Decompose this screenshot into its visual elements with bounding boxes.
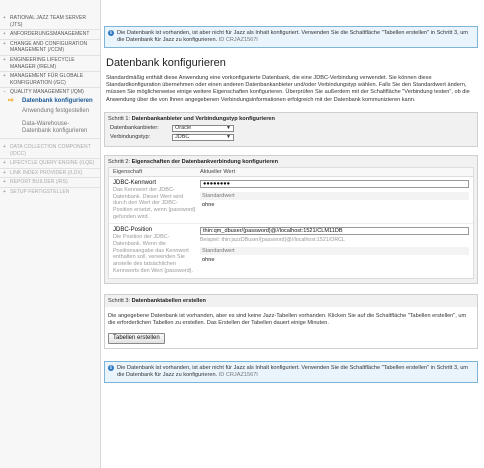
nav-sub-dw-database[interactable]: [0, 121, 100, 139]
nav-item-label: QUALITY MANAGEMENT (/QM): [10, 89, 84, 96]
nav-sub-label: Data-Warehouse-Datenbank konfigurieren: [22, 120, 88, 134]
page-title: Datenbank konfigurieren: [106, 57, 226, 69]
step-title: Eigenschaften der Datenbankverbindung konfigurieren: [131, 158, 279, 165]
default-value-label: Standardwert: [200, 247, 469, 255]
info-message-text: Die Datenbank ist vorhanden, ist aber nicht für Jazz als Inhalt konfiguriert. Verwenden Sie die Schaltfläche "Tabellen erstellen" in Schritt 3, um die Datenbank für Jazz zu konfigurieren.: [117, 30, 468, 43]
info-icon: i: [108, 365, 114, 371]
column-header-property: Eigenschaft: [113, 168, 143, 175]
info-message-bottom: [104, 361, 478, 383]
info-message-top: [104, 26, 478, 48]
property-name: JDBC-Kennwort: [113, 179, 157, 186]
step1-section: [104, 112, 478, 147]
intro-text: Standardmäßig enthält diese Anwendung eine vorkonfigurierte Datenbank, die eine JDBC-Verbindung verwendet. Sie können diese Standardkonfiguration übernehmen oder einen anderen Datenbankanbieter und/oder Verbindungstyp wählen. Falls Sie den Standardwert ändern, müssen Sie möglicherweise einige weitere Eigenschaften konfigurieren. Überprüfen Sie außerdem mit der Schaltfläche "Verbindung testen", ob die Anwendung über die von Ihnen angegebenen Verbindungsinformationen erfolgreich mit der Datenbank kommunizieren kann.: [106, 75, 470, 103]
sidebar-top-spacer: [0, 0, 100, 14]
nav-item-label: CHANGE AND CONFIGURATION MANAGEMENT (/CCM): [10, 40, 88, 54]
collapse-icon[interactable]: −: [3, 89, 6, 96]
connection-type-select[interactable]: [172, 134, 234, 141]
step3-description: Die angegebene Datenbank ist vorhanden, aber es sind keine Jazz-Tabellen vorhanden. Klicken Sie auf die Schaltfläche "Tabellen erstellen", um die erforderlichen Tabellen zu erstellen. Das Erstellen der Tabellen dauert einige Minuten.: [108, 312, 467, 326]
properties-table: [108, 167, 474, 279]
provider-label: Datenbankanbieter:: [110, 125, 159, 132]
properties-table-header: [109, 168, 473, 177]
current-step-arrow-icon: ⇨: [8, 96, 14, 104]
expand-icon[interactable]: +: [3, 40, 6, 47]
nav-item-finish-setup[interactable]: [0, 188, 100, 197]
nav-item-label: RATIONAL JAZZ TEAM SERVER (JTS): [10, 15, 87, 28]
nav-sub-app-determine[interactable]: [0, 108, 100, 115]
nav-item-gc[interactable]: [0, 72, 100, 88]
expand-icon[interactable]: +: [3, 73, 6, 80]
default-value: ohne: [202, 201, 215, 208]
nav-item-dcc[interactable]: [0, 143, 100, 159]
info-message-text: Die Datenbank ist vorhanden, ist aber nicht für Jazz als Inhalt konfiguriert. Verwenden Sie die Schaltfläche "Tabellen erstellen" in Schritt 3, um die Datenbank für Jazz zu konfigurieren.: [117, 364, 468, 378]
expand-icon[interactable]: +: [3, 15, 6, 21]
provider-row: [110, 124, 474, 133]
default-value: ohne: [202, 257, 215, 264]
property-name: JDBC-Position: [113, 227, 153, 234]
chevron-down-icon: ▼: [226, 125, 231, 132]
nav-item-relm[interactable]: [0, 56, 100, 72]
expand-icon[interactable]: +: [3, 179, 6, 186]
nav-sub-label: Anwendung festgestellen: [22, 107, 90, 114]
step3-heading: [105, 295, 477, 307]
connection-type-label: Verbindungstyp:: [110, 134, 151, 141]
connection-row: [110, 133, 474, 142]
step-number: Schritt 1:: [108, 115, 131, 122]
step-number: Schritt 2:: [108, 158, 131, 165]
step2-section: [104, 155, 478, 284]
step1-heading: [108, 116, 474, 122]
nav-item-label: MANAGEMENT FÜR GLOBALE KONFIGURATION (/GC): [10, 73, 84, 86]
step2-heading: [108, 159, 474, 165]
nav-item-ccm[interactable]: [0, 40, 100, 56]
column-header-current-value: Aktueller Wert: [200, 168, 236, 175]
expand-icon[interactable]: +: [3, 188, 6, 195]
step3-section: [104, 294, 478, 349]
step-title: Datenbanktabellen erstellen: [131, 297, 206, 304]
expand-icon[interactable]: +: [3, 143, 6, 150]
nav-item-label: SETUP FERTIGSTELLEN: [10, 188, 70, 195]
expand-icon[interactable]: +: [3, 160, 6, 167]
nav-item-ldx[interactable]: [0, 169, 100, 179]
example-text: Beispiel: thin:jazzDBuser/{password}@//localhost:1521/ORCL: [200, 237, 345, 244]
step-number: Schritt 3:: [108, 297, 131, 304]
default-value-label: Standardwert: [200, 192, 469, 200]
nav-item-label: LIFECYCLE QUERY ENGINE (/LQE): [10, 160, 95, 167]
nav-sub-label: Datenbank konfigurieren: [22, 97, 93, 104]
nav-item-lqe[interactable]: [0, 159, 100, 169]
jdbc-location-input[interactable]: thin:qm_dbuser/{password}@//localhost:1521/CLM11DB: [200, 227, 469, 235]
nav-item-label: ENGINEERING LIFECYCLE MANAGER (/RELM): [10, 56, 75, 70]
nav-item-label: LINK INDEX PROVIDER (/LDX): [10, 169, 83, 176]
message-id: ID CRJAZ1567I: [218, 37, 258, 43]
property-description: Das Kennwort der JDBC-Datenbank. Dieser Wert wird durch den Wert der JDBC-Position ersetzt, wenn {password} gefunden wird.: [113, 186, 196, 220]
nav-item-qm[interactable]: [0, 88, 100, 97]
step-title: Datenbankanbieter und Verbindungstyp konfigurieren: [131, 115, 275, 122]
property-description: Die Position der JDBC-Datenbank. Wenn die Positionsangabe das Kennwort enthalten soll, verwenden Sie anstelle des tatsächlichen Kennworts den Wert {password}.: [113, 234, 193, 274]
expand-icon[interactable]: +: [3, 31, 6, 38]
jdbc-password-input[interactable]: ●●●●●●●●: [200, 180, 469, 188]
connection-selected-value: JDBC: [175, 134, 190, 141]
provider-selected-value: Oracle: [175, 125, 192, 132]
property-row-jdbc-location: [109, 224, 473, 277]
expand-icon[interactable]: +: [3, 169, 6, 176]
expand-icon[interactable]: +: [3, 56, 6, 63]
main-content: [104, 0, 478, 383]
message-id: ID CRJAZ1567I: [218, 371, 258, 378]
nav-sub-configure-database[interactable]: [0, 97, 100, 105]
nav-item-rs[interactable]: [0, 178, 100, 188]
provider-select[interactable]: [172, 125, 234, 132]
create-tables-button[interactable]: Tabellen erstellen: [108, 333, 165, 344]
info-icon: i: [108, 30, 114, 36]
nav-item-requirements[interactable]: [0, 30, 100, 40]
nav-item-label: REPORT BUILDER (/RS): [10, 179, 68, 186]
property-row-jdbc-password: [109, 177, 473, 225]
chevron-down-icon: ▼: [226, 134, 231, 141]
nav-item-label: ANFORDERUNGSMANAGEMENT: [10, 31, 90, 38]
setup-navigation-sidebar: [0, 0, 101, 468]
nav-item-jts[interactable]: [0, 14, 100, 30]
nav-item-label: DATA COLLECTION COMPONENT (/DCC): [10, 143, 91, 157]
